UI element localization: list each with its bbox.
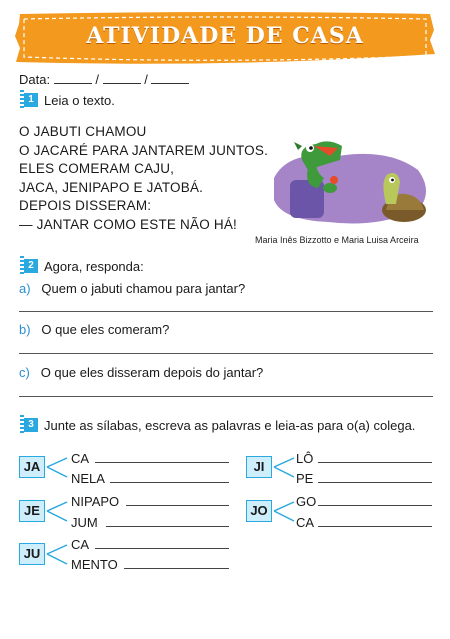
syllable-ja-2: NELA (71, 471, 105, 486)
question-2c-letter: c) (19, 365, 30, 380)
syllable-box-jo: JO (246, 500, 272, 522)
write-line-ja-2[interactable] (110, 482, 229, 483)
poem-line-3: ELES COMERAM CAJU, (19, 161, 175, 176)
question-2a (19, 281, 245, 296)
question-2c-text: O que eles disseram depois do jantar? (40, 365, 264, 380)
write-line-je-2[interactable] (106, 526, 229, 527)
date-row (19, 72, 189, 87)
syllable-ji-2: PE (296, 471, 314, 486)
question-number-3: 3 (24, 418, 38, 432)
connector-jo (272, 499, 297, 524)
date-sep-1: / (95, 72, 99, 87)
poem-line-1: O JABUTI CHAMOU (19, 124, 147, 139)
question-number-1: 1 (24, 93, 38, 107)
banner-title: ATIVIDADE DE CASA (86, 23, 364, 49)
answer-line-2a[interactable] (19, 311, 433, 312)
poem-line-5: DEPOIS DISSERAM: (19, 198, 152, 213)
write-line-ji-2[interactable] (318, 482, 432, 483)
poem-line-4: JACA, JENIPAPO E JATOBÁ. (19, 180, 204, 195)
syllable-box-ja: JA (19, 456, 45, 478)
syllable-ja-1: CA (71, 451, 90, 466)
question-number-2: 2 (24, 259, 38, 273)
date-month-blank[interactable] (103, 72, 141, 84)
question-2b-letter: b) (19, 322, 31, 337)
connector-je (45, 499, 70, 524)
question-1-instruction: Leia o texto. (44, 93, 115, 108)
answer-line-2c[interactable] (19, 396, 433, 397)
date-year-blank[interactable] (151, 72, 189, 84)
poem-line-2: O JACARÉ PARA JANTAREM JUNTOS. (19, 143, 269, 158)
connector-ja (45, 455, 70, 480)
question-2-instruction: Agora, responda: (44, 259, 144, 274)
write-line-ju-1[interactable] (95, 548, 229, 549)
write-line-jo-1[interactable] (318, 505, 432, 506)
answer-line-2b[interactable] (19, 353, 433, 354)
syllable-jo-2: CA (296, 515, 315, 530)
syllable-jo-1: GO (296, 494, 317, 509)
write-line-jo-2[interactable] (318, 526, 432, 527)
syllable-ji-1: LÔ (296, 451, 314, 466)
question-3-instruction: Junte as sílabas, escreva as palavras e leia-as para o(a) colega. (44, 418, 416, 433)
write-line-ji-1[interactable] (318, 462, 432, 463)
poem-line-6: — JANTAR COMO ESTE NÃO HÁ! (19, 217, 237, 232)
syllable-box-ju: JU (19, 543, 45, 565)
syllable-ju-2: MENTO (71, 557, 118, 572)
write-line-ju-2[interactable] (124, 568, 229, 569)
syllable-je-1: NIPAPO (71, 494, 120, 509)
question-2a-text: Quem o jabuti chamou para jantar? (41, 281, 246, 296)
syllable-box-je: JE (19, 500, 45, 522)
question-2b (19, 322, 169, 337)
alligator-turtle-illustration (268, 130, 433, 230)
syllable-je-2: JUM (71, 515, 98, 530)
question-2b-text: O que eles comeram? (41, 322, 170, 337)
connector-ju (45, 542, 70, 567)
question-2a-letter: a) (19, 281, 31, 296)
syllable-ju-1: CA (71, 537, 90, 552)
date-sep-2: / (144, 72, 148, 87)
write-line-ja-1[interactable] (95, 462, 229, 463)
header-banner (14, 10, 436, 68)
date-label: Data: (19, 72, 51, 87)
connector-ji (272, 455, 297, 480)
poem-credit: Maria Inês Bizzotto e Maria Luisa Arceira (255, 235, 419, 245)
write-line-je-1[interactable] (126, 505, 229, 506)
question-2c (19, 365, 263, 380)
syllable-box-ji: JI (246, 456, 272, 478)
date-day-blank[interactable] (54, 72, 92, 84)
